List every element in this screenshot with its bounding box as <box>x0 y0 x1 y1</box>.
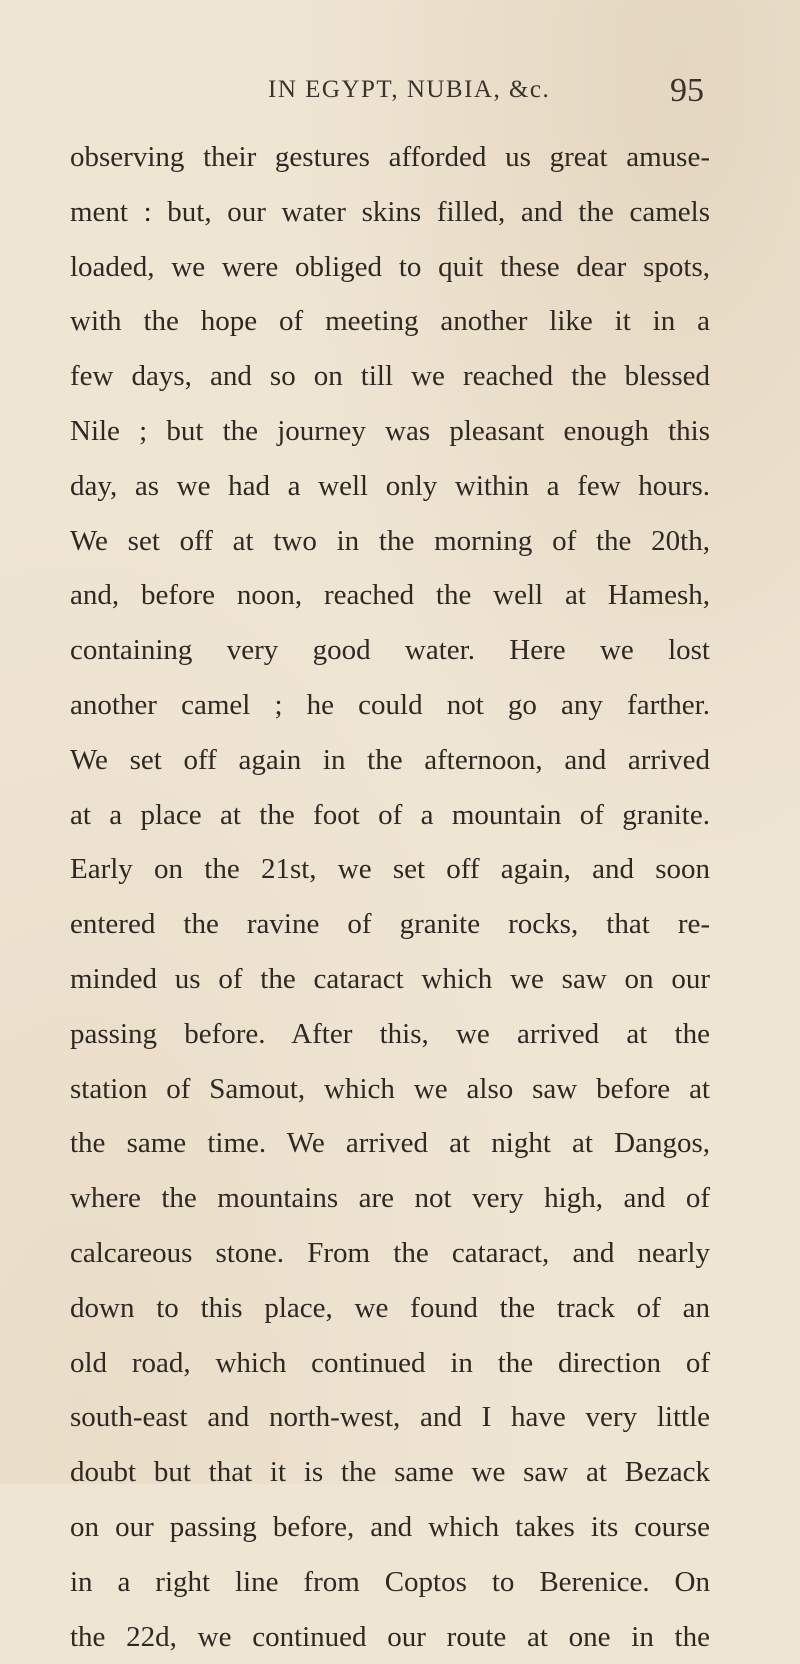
text-line: station of Samout, which we also saw before at <box>70 1072 710 1105</box>
text-line: doubt but that it is the same we saw at Bezack <box>70 1456 710 1489</box>
text-line: loaded, we were obliged to quit these dear spots, <box>70 250 710 283</box>
body-text <box>70 130 710 1664</box>
text-line: passing before. After this, we arrived at the <box>70 1017 710 1050</box>
text-line: at a place at the foot of a mountain of granite. <box>70 798 710 831</box>
text-line: on our passing before, and which takes its course <box>70 1510 710 1543</box>
text-line: down to this place, we found the track of an <box>70 1291 710 1324</box>
running-title: IN EGYPT, NUBIA, &c. <box>268 76 551 103</box>
text-line: Early on the 21st, we set off again, and soon <box>70 853 710 886</box>
text-line: few days, and so on till we reached the blessed <box>70 360 710 393</box>
text-line: another camel ; he could not go any farther. <box>70 688 710 721</box>
text-line: in a right line from Coptos to Berenice. On <box>70 1565 710 1598</box>
text-line: observing their gestures afforded us great amuse- <box>70 141 710 173</box>
text-line: Nile ; but the journey was pleasant enough this <box>70 414 710 447</box>
text-line: south-east and north-west, and I have very little <box>70 1401 710 1434</box>
text-line: containing very good water. Here we lost <box>70 634 710 667</box>
text-line: where the mountains are not very high, and of <box>70 1182 710 1215</box>
text-line: minded us of the cataract which we saw on our <box>70 962 710 995</box>
text-line: We set off again in the afternoon, and arrived <box>70 743 710 776</box>
text-line: old road, which continued in the direction of <box>70 1346 710 1379</box>
text-line: and, before noon, reached the well at Hamesh, <box>70 579 710 612</box>
text-line: with the hope of meeting another like it in a <box>70 305 710 338</box>
text-line: calcareous stone. From the cataract, and nearly <box>70 1236 710 1269</box>
text-line: entered the ravine of granite rocks, that re- <box>70 908 710 941</box>
text-line: We set off at two in the morning of the 20th, <box>70 524 710 557</box>
text-line: day, as we had a well only within a few hours. <box>70 469 710 502</box>
text-line: the 22d, we continued our route at one in the <box>70 1620 710 1653</box>
running-head <box>0 72 800 116</box>
page-number: 95 <box>670 72 704 109</box>
text-line: ment : but, our water skins filled, and the camels <box>70 195 710 228</box>
text-line: the same time. We arrived at night at Dangos, <box>70 1127 710 1160</box>
